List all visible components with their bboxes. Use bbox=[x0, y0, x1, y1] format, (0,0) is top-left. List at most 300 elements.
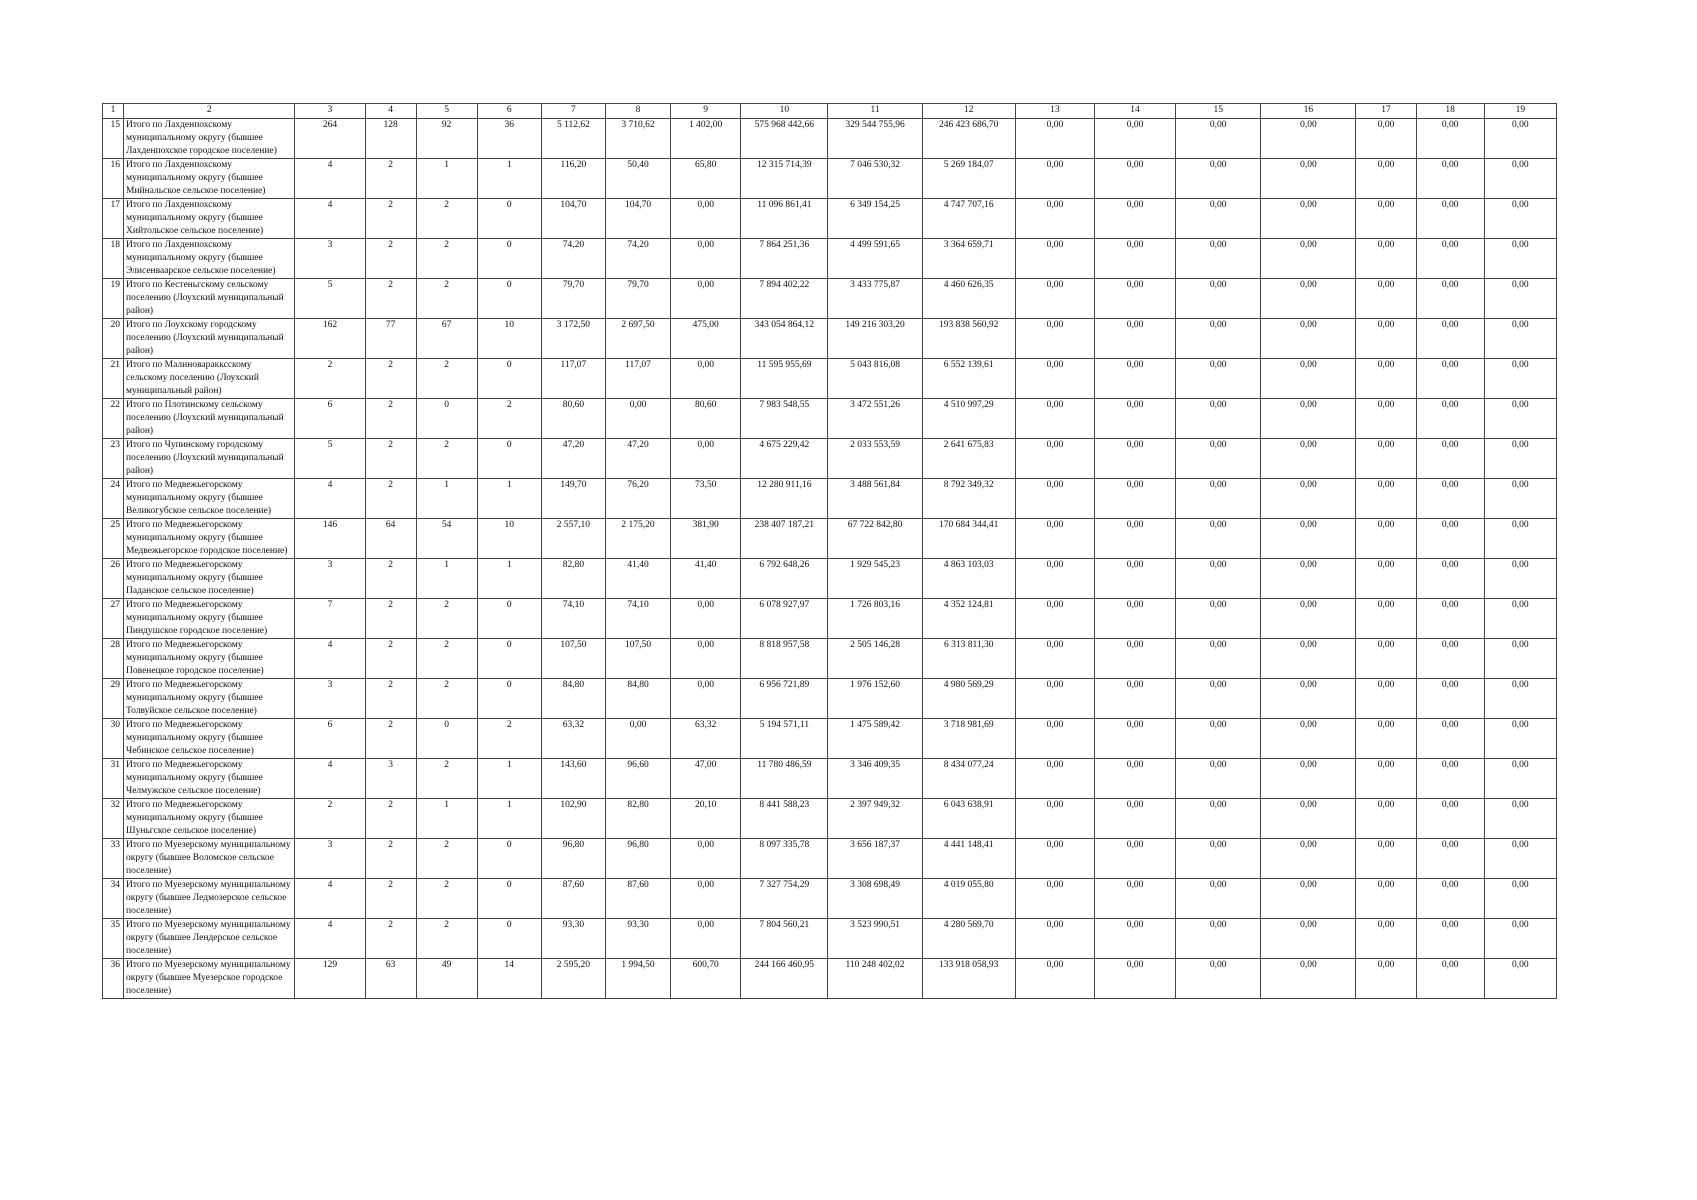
value-cell: 0,00 bbox=[1176, 919, 1261, 959]
value-cell: 74,20 bbox=[541, 239, 605, 279]
value-cell: 84,80 bbox=[541, 679, 605, 719]
value-cell: 4 bbox=[295, 919, 365, 959]
value-cell: 0,00 bbox=[1015, 919, 1094, 959]
value-cell: 2 bbox=[365, 199, 416, 239]
value-cell: 0,00 bbox=[1261, 839, 1356, 879]
value-cell: 0,00 bbox=[671, 239, 741, 279]
value-cell: 2 bbox=[416, 199, 477, 239]
value-cell: 2 595,20 bbox=[541, 959, 605, 999]
municipality-name-cell: Итого по Лоухскому городскому поселению (Лоухский муниципальный район) bbox=[124, 319, 295, 359]
value-cell: 0 bbox=[477, 599, 541, 639]
value-cell: 47,20 bbox=[605, 439, 670, 479]
value-cell: 0,00 bbox=[1356, 279, 1416, 319]
value-cell: 0,00 bbox=[1484, 119, 1556, 159]
value-cell: 0,00 bbox=[1015, 239, 1094, 279]
value-cell: 0 bbox=[477, 439, 541, 479]
row-number-cell: 20 bbox=[103, 319, 124, 359]
value-cell: 2 397 949,32 bbox=[828, 799, 922, 839]
value-cell: 79,70 bbox=[605, 279, 670, 319]
value-cell: 0,00 bbox=[1094, 519, 1175, 559]
value-cell: 92 bbox=[416, 119, 477, 159]
value-cell: 0,00 bbox=[1176, 679, 1261, 719]
value-cell: 0,00 bbox=[1484, 519, 1556, 559]
value-cell: 12 315 714,39 bbox=[741, 159, 828, 199]
value-cell: 0,00 bbox=[1261, 719, 1356, 759]
value-cell: 0,00 bbox=[1484, 759, 1556, 799]
value-cell: 0,00 bbox=[1015, 319, 1094, 359]
value-cell: 47,20 bbox=[541, 439, 605, 479]
table-row bbox=[103, 599, 1557, 639]
value-cell: 0,00 bbox=[1094, 879, 1175, 919]
table-row bbox=[103, 439, 1557, 479]
value-cell: 2 bbox=[365, 399, 416, 439]
value-cell: 0,00 bbox=[1416, 919, 1484, 959]
table-body bbox=[103, 104, 1557, 999]
value-cell: 143,60 bbox=[541, 759, 605, 799]
value-cell: 117,07 bbox=[541, 359, 605, 399]
value-cell: 0,00 bbox=[1176, 839, 1261, 879]
value-cell: 2 bbox=[365, 879, 416, 919]
value-cell: 11 780 486,59 bbox=[741, 759, 828, 799]
value-cell: 0,00 bbox=[1356, 359, 1416, 399]
value-cell: 3 488 561,84 bbox=[828, 479, 922, 519]
municipality-name-cell: Итого по Малиноваракксскому сельскому поселению (Лоухский муниципальный район) bbox=[124, 359, 295, 399]
value-cell: 2 bbox=[416, 759, 477, 799]
value-cell: 2 557,10 bbox=[541, 519, 605, 559]
value-cell: 0,00 bbox=[1416, 479, 1484, 519]
value-cell: 4 019 055,80 bbox=[922, 879, 1015, 919]
value-cell: 0,00 bbox=[1015, 959, 1094, 999]
value-cell: 0,00 bbox=[1094, 319, 1175, 359]
value-cell: 2 bbox=[477, 399, 541, 439]
value-cell: 2 bbox=[365, 279, 416, 319]
value-cell: 47,00 bbox=[671, 759, 741, 799]
row-number-cell: 17 bbox=[103, 199, 124, 239]
value-cell: 0,00 bbox=[1484, 279, 1556, 319]
value-cell: 0,00 bbox=[605, 399, 670, 439]
value-cell: 0,00 bbox=[1416, 839, 1484, 879]
column-number-cell: 6 bbox=[477, 104, 541, 119]
value-cell: 0,00 bbox=[1484, 199, 1556, 239]
municipality-name-cell: Итого по Медвежьегорскому муниципальному округу (бывшее Шуньгское сельское поселение) bbox=[124, 799, 295, 839]
value-cell: 0 bbox=[477, 279, 541, 319]
municipality-name-cell: Итого по Муезерскому муниципальному округу (бывшее Воломское сельское поселение) bbox=[124, 839, 295, 879]
column-number-cell: 2 bbox=[124, 104, 295, 119]
value-cell: 0,00 bbox=[1484, 399, 1556, 439]
row-number-cell: 26 bbox=[103, 559, 124, 599]
value-cell: 4 352 124,81 bbox=[922, 599, 1015, 639]
municipality-name-cell: Итого по Муезерскому муниципальному округу (бывшее Муезерское городское поселение) bbox=[124, 959, 295, 999]
value-cell: 4 510 997,29 bbox=[922, 399, 1015, 439]
value-cell: 0,00 bbox=[1484, 919, 1556, 959]
value-cell: 0,00 bbox=[1261, 239, 1356, 279]
value-cell: 0,00 bbox=[1015, 879, 1094, 919]
value-cell: 0,00 bbox=[1015, 159, 1094, 199]
value-cell: 0,00 bbox=[1176, 719, 1261, 759]
value-cell: 0,00 bbox=[1356, 759, 1416, 799]
value-cell: 3 172,50 bbox=[541, 319, 605, 359]
value-cell: 0,00 bbox=[1416, 559, 1484, 599]
value-cell: 2 bbox=[416, 439, 477, 479]
value-cell: 3 656 187,37 bbox=[828, 839, 922, 879]
value-cell: 6 313 811,30 bbox=[922, 639, 1015, 679]
value-cell: 0,00 bbox=[1015, 799, 1094, 839]
value-cell: 0,00 bbox=[1015, 519, 1094, 559]
value-cell: 0,00 bbox=[1094, 119, 1175, 159]
value-cell: 0,00 bbox=[1094, 239, 1175, 279]
value-cell: 65,80 bbox=[671, 159, 741, 199]
value-cell: 0,00 bbox=[1416, 199, 1484, 239]
value-cell: 87,60 bbox=[605, 879, 670, 919]
row-number-cell: 32 bbox=[103, 799, 124, 839]
value-cell: 0,00 bbox=[1416, 599, 1484, 639]
value-cell: 264 bbox=[295, 119, 365, 159]
value-cell: 0,00 bbox=[1484, 439, 1556, 479]
value-cell: 0,00 bbox=[1176, 639, 1261, 679]
municipality-name-cell: Итого по Лахденпохскому муниципальному округу (бывшее Хийтольское сельское поселение) bbox=[124, 199, 295, 239]
column-number-cell: 12 bbox=[922, 104, 1015, 119]
value-cell: 63,32 bbox=[671, 719, 741, 759]
value-cell: 0,00 bbox=[1356, 919, 1416, 959]
value-cell: 4 499 591,65 bbox=[828, 239, 922, 279]
table-row bbox=[103, 799, 1557, 839]
value-cell: 1 bbox=[477, 759, 541, 799]
municipality-name-cell: Итого по Медвежьегорскому муниципальному округу (бывшее Повенецкое городское поселение) bbox=[124, 639, 295, 679]
value-cell: 6 078 927,97 bbox=[741, 599, 828, 639]
value-cell: 74,10 bbox=[605, 599, 670, 639]
value-cell: 11 096 861,41 bbox=[741, 199, 828, 239]
value-cell: 1 726 803,16 bbox=[828, 599, 922, 639]
value-cell: 0,00 bbox=[1176, 559, 1261, 599]
row-number-cell: 28 bbox=[103, 639, 124, 679]
value-cell: 162 bbox=[295, 319, 365, 359]
value-cell: 6 552 139,61 bbox=[922, 359, 1015, 399]
row-number-cell: 25 bbox=[103, 519, 124, 559]
value-cell: 2 bbox=[416, 919, 477, 959]
value-cell: 1 bbox=[416, 479, 477, 519]
value-cell: 7 bbox=[295, 599, 365, 639]
value-cell: 0,00 bbox=[1261, 519, 1356, 559]
value-cell: 0,00 bbox=[1261, 679, 1356, 719]
value-cell: 2 bbox=[365, 359, 416, 399]
municipality-name-cell: Итого по Медвежьегорскому муниципальному округу (бывшее Чебинское сельское поселение) bbox=[124, 719, 295, 759]
value-cell: 0,00 bbox=[1094, 439, 1175, 479]
document-page bbox=[102, 103, 1557, 999]
value-cell: 41,40 bbox=[605, 559, 670, 599]
value-cell: 6 bbox=[295, 399, 365, 439]
value-cell: 0,00 bbox=[1176, 239, 1261, 279]
value-cell: 0,00 bbox=[1094, 399, 1175, 439]
value-cell: 0,00 bbox=[1356, 959, 1416, 999]
value-cell: 7 804 560,21 bbox=[741, 919, 828, 959]
value-cell: 0,00 bbox=[1416, 959, 1484, 999]
value-cell: 4 bbox=[295, 759, 365, 799]
value-cell: 2 175,20 bbox=[605, 519, 670, 559]
municipality-name-cell: Итого по Медвежьегорскому муниципальному округу (бывшее Толвуйское сельское поселение) bbox=[124, 679, 295, 719]
value-cell: 0,00 bbox=[1356, 639, 1416, 679]
value-cell: 10 bbox=[477, 319, 541, 359]
value-cell: 0,00 bbox=[671, 839, 741, 879]
value-cell: 0,00 bbox=[1176, 199, 1261, 239]
value-cell: 3 bbox=[295, 679, 365, 719]
value-cell: 110 248 402,02 bbox=[828, 959, 922, 999]
value-cell: 5 bbox=[295, 279, 365, 319]
value-cell: 3 523 990,51 bbox=[828, 919, 922, 959]
value-cell: 2 bbox=[365, 679, 416, 719]
municipality-name-cell: Итого по Медвежьегорскому муниципальному округу (бывшее Паданское сельское поселение) bbox=[124, 559, 295, 599]
table-row bbox=[103, 519, 1557, 559]
value-cell: 8 792 349,32 bbox=[922, 479, 1015, 519]
value-cell: 0 bbox=[477, 919, 541, 959]
value-cell: 0,00 bbox=[1356, 559, 1416, 599]
value-cell: 3 346 409,35 bbox=[828, 759, 922, 799]
value-cell: 0,00 bbox=[1484, 959, 1556, 999]
value-cell: 149 216 303,20 bbox=[828, 319, 922, 359]
value-cell: 74,20 bbox=[605, 239, 670, 279]
row-number-cell: 27 bbox=[103, 599, 124, 639]
value-cell: 600,70 bbox=[671, 959, 741, 999]
value-cell: 0,00 bbox=[1261, 359, 1356, 399]
value-cell: 0,00 bbox=[1015, 399, 1094, 439]
column-number-cell: 5 bbox=[416, 104, 477, 119]
value-cell: 8 818 957,58 bbox=[741, 639, 828, 679]
value-cell: 0,00 bbox=[1356, 719, 1416, 759]
value-cell: 0,00 bbox=[1176, 159, 1261, 199]
value-cell: 0,00 bbox=[1261, 599, 1356, 639]
municipality-name-cell: Итого по Лахденпохскому муниципальному округу (бывшее Мийнальское сельское поселение) bbox=[124, 159, 295, 199]
municipality-name-cell: Итого по Лахденпохскому муниципальному округу (бывшее Лахденпохское городское поселение) bbox=[124, 119, 295, 159]
value-cell: 0,00 bbox=[1015, 279, 1094, 319]
value-cell: 1 bbox=[416, 159, 477, 199]
value-cell: 0,00 bbox=[1261, 919, 1356, 959]
value-cell: 64 bbox=[365, 519, 416, 559]
value-cell: 4 bbox=[295, 479, 365, 519]
value-cell: 82,80 bbox=[605, 799, 670, 839]
value-cell: 0,00 bbox=[1484, 799, 1556, 839]
value-cell: 6 349 154,25 bbox=[828, 199, 922, 239]
value-cell: 1 929 545,23 bbox=[828, 559, 922, 599]
column-number-cell: 1 bbox=[103, 104, 124, 119]
column-number-cell: 18 bbox=[1416, 104, 1484, 119]
value-cell: 4 bbox=[295, 159, 365, 199]
column-number-cell: 3 bbox=[295, 104, 365, 119]
value-cell: 0,00 bbox=[1094, 759, 1175, 799]
value-cell: 0,00 bbox=[1416, 279, 1484, 319]
value-cell: 2 bbox=[365, 479, 416, 519]
value-cell: 2 bbox=[365, 159, 416, 199]
row-number-cell: 22 bbox=[103, 399, 124, 439]
value-cell: 129 bbox=[295, 959, 365, 999]
row-number-cell: 35 bbox=[103, 919, 124, 959]
value-cell: 0,00 bbox=[671, 879, 741, 919]
value-cell: 1 bbox=[477, 559, 541, 599]
value-cell: 246 423 686,70 bbox=[922, 119, 1015, 159]
value-cell: 0,00 bbox=[1015, 599, 1094, 639]
value-cell: 0,00 bbox=[605, 719, 670, 759]
value-cell: 0 bbox=[477, 239, 541, 279]
value-cell: 0,00 bbox=[1356, 159, 1416, 199]
value-cell: 3 710,62 bbox=[605, 119, 670, 159]
value-cell: 0,00 bbox=[1015, 719, 1094, 759]
value-cell: 0,00 bbox=[1015, 359, 1094, 399]
value-cell: 0,00 bbox=[1261, 799, 1356, 839]
value-cell: 6 043 638,91 bbox=[922, 799, 1015, 839]
table-row bbox=[103, 319, 1557, 359]
value-cell: 14 bbox=[477, 959, 541, 999]
value-cell: 2 bbox=[295, 799, 365, 839]
value-cell: 3 bbox=[295, 559, 365, 599]
value-cell: 1 994,50 bbox=[605, 959, 670, 999]
value-cell: 63,32 bbox=[541, 719, 605, 759]
value-cell: 5 194 571,11 bbox=[741, 719, 828, 759]
value-cell: 2 bbox=[365, 839, 416, 879]
value-cell: 0,00 bbox=[1261, 879, 1356, 919]
row-number-cell: 33 bbox=[103, 839, 124, 879]
value-cell: 0,00 bbox=[1094, 359, 1175, 399]
value-cell: 1 402,00 bbox=[671, 119, 741, 159]
value-cell: 63 bbox=[365, 959, 416, 999]
value-cell: 2 bbox=[365, 919, 416, 959]
value-cell: 0 bbox=[477, 639, 541, 679]
value-cell: 0,00 bbox=[1261, 759, 1356, 799]
value-cell: 149,70 bbox=[541, 479, 605, 519]
value-cell: 7 046 530,32 bbox=[828, 159, 922, 199]
value-cell: 4 bbox=[295, 639, 365, 679]
value-cell: 0,00 bbox=[1176, 599, 1261, 639]
value-cell: 0 bbox=[477, 679, 541, 719]
table-row bbox=[103, 879, 1557, 919]
value-cell: 2 bbox=[416, 839, 477, 879]
value-cell: 4 747 707,16 bbox=[922, 199, 1015, 239]
value-cell: 0,00 bbox=[1484, 599, 1556, 639]
value-cell: 0,00 bbox=[1356, 399, 1416, 439]
value-cell: 6 956 721,89 bbox=[741, 679, 828, 719]
value-cell: 12 280 911,16 bbox=[741, 479, 828, 519]
value-cell: 6 bbox=[295, 719, 365, 759]
value-cell: 0,00 bbox=[1176, 279, 1261, 319]
value-cell: 1 475 589,42 bbox=[828, 719, 922, 759]
value-cell: 0,00 bbox=[1094, 279, 1175, 319]
table-row bbox=[103, 759, 1557, 799]
value-cell: 1 bbox=[477, 159, 541, 199]
value-cell: 0,00 bbox=[671, 439, 741, 479]
value-cell: 0,00 bbox=[1416, 439, 1484, 479]
column-number-cell: 19 bbox=[1484, 104, 1556, 119]
row-number-cell: 36 bbox=[103, 959, 124, 999]
table-row bbox=[103, 119, 1557, 159]
value-cell: 1 bbox=[477, 479, 541, 519]
value-cell: 238 407 187,21 bbox=[741, 519, 828, 559]
value-cell: 84,80 bbox=[605, 679, 670, 719]
value-cell: 0,00 bbox=[1261, 639, 1356, 679]
row-number-cell: 24 bbox=[103, 479, 124, 519]
column-number-cell: 17 bbox=[1356, 104, 1416, 119]
municipality-name-cell: Итого по Медвежьегорскому муниципальному округу (бывшее Великогубское сельское поселение) bbox=[124, 479, 295, 519]
value-cell: 193 838 560,92 bbox=[922, 319, 1015, 359]
value-cell: 0,00 bbox=[1416, 239, 1484, 279]
value-cell: 67 bbox=[416, 319, 477, 359]
row-number-cell: 21 bbox=[103, 359, 124, 399]
value-cell: 0,00 bbox=[1094, 679, 1175, 719]
value-cell: 244 166 460,95 bbox=[741, 959, 828, 999]
column-number-cell: 8 bbox=[605, 104, 670, 119]
column-number-row bbox=[103, 104, 1557, 119]
value-cell: 329 544 755,96 bbox=[828, 119, 922, 159]
value-cell: 0,00 bbox=[1261, 439, 1356, 479]
value-cell: 0,00 bbox=[671, 359, 741, 399]
value-cell: 79,70 bbox=[541, 279, 605, 319]
value-cell: 2 bbox=[295, 359, 365, 399]
value-cell: 0,00 bbox=[1176, 319, 1261, 359]
row-number-cell: 30 bbox=[103, 719, 124, 759]
value-cell: 93,30 bbox=[605, 919, 670, 959]
value-cell: 76,20 bbox=[605, 479, 670, 519]
value-cell: 2 bbox=[477, 719, 541, 759]
value-cell: 0,00 bbox=[1484, 839, 1556, 879]
table-row bbox=[103, 279, 1557, 319]
value-cell: 7 327 754,29 bbox=[741, 879, 828, 919]
value-cell: 67 722 842,80 bbox=[828, 519, 922, 559]
value-cell: 96,80 bbox=[541, 839, 605, 879]
value-cell: 0,00 bbox=[1261, 319, 1356, 359]
table-row bbox=[103, 239, 1557, 279]
table-row bbox=[103, 919, 1557, 959]
value-cell: 4 460 626,35 bbox=[922, 279, 1015, 319]
value-cell: 2 bbox=[416, 359, 477, 399]
value-cell: 0,00 bbox=[1094, 919, 1175, 959]
value-cell: 0,00 bbox=[1094, 559, 1175, 599]
value-cell: 0,00 bbox=[1356, 199, 1416, 239]
value-cell: 0,00 bbox=[1094, 479, 1175, 519]
value-cell: 0,00 bbox=[1094, 719, 1175, 759]
value-cell: 0,00 bbox=[1261, 199, 1356, 239]
value-cell: 0,00 bbox=[1176, 879, 1261, 919]
value-cell: 1 bbox=[416, 799, 477, 839]
value-cell: 0,00 bbox=[1356, 599, 1416, 639]
row-number-cell: 29 bbox=[103, 679, 124, 719]
value-cell: 4 bbox=[295, 199, 365, 239]
table-row bbox=[103, 639, 1557, 679]
value-cell: 3 bbox=[295, 839, 365, 879]
value-cell: 0,00 bbox=[1094, 639, 1175, 679]
value-cell: 107,50 bbox=[541, 639, 605, 679]
value-cell: 2 bbox=[365, 639, 416, 679]
value-cell: 0,00 bbox=[1416, 639, 1484, 679]
value-cell: 0,00 bbox=[1416, 359, 1484, 399]
value-cell: 116,20 bbox=[541, 159, 605, 199]
value-cell: 381,90 bbox=[671, 519, 741, 559]
value-cell: 4 863 103,03 bbox=[922, 559, 1015, 599]
value-cell: 0,00 bbox=[1094, 839, 1175, 879]
value-cell: 343 054 864,12 bbox=[741, 319, 828, 359]
column-number-cell: 16 bbox=[1261, 104, 1356, 119]
column-number-cell: 10 bbox=[741, 104, 828, 119]
value-cell: 0,00 bbox=[671, 599, 741, 639]
table-row bbox=[103, 719, 1557, 759]
value-cell: 0,00 bbox=[1176, 799, 1261, 839]
value-cell: 102,90 bbox=[541, 799, 605, 839]
value-cell: 2 033 553,59 bbox=[828, 439, 922, 479]
table-row bbox=[103, 399, 1557, 439]
value-cell: 575 968 442,66 bbox=[741, 119, 828, 159]
value-cell: 0,00 bbox=[1416, 879, 1484, 919]
value-cell: 0,00 bbox=[1176, 519, 1261, 559]
table-row bbox=[103, 959, 1557, 999]
value-cell: 170 684 344,41 bbox=[922, 519, 1015, 559]
value-cell: 2 bbox=[416, 239, 477, 279]
value-cell: 7 983 548,55 bbox=[741, 399, 828, 439]
value-cell: 0,00 bbox=[1356, 319, 1416, 359]
